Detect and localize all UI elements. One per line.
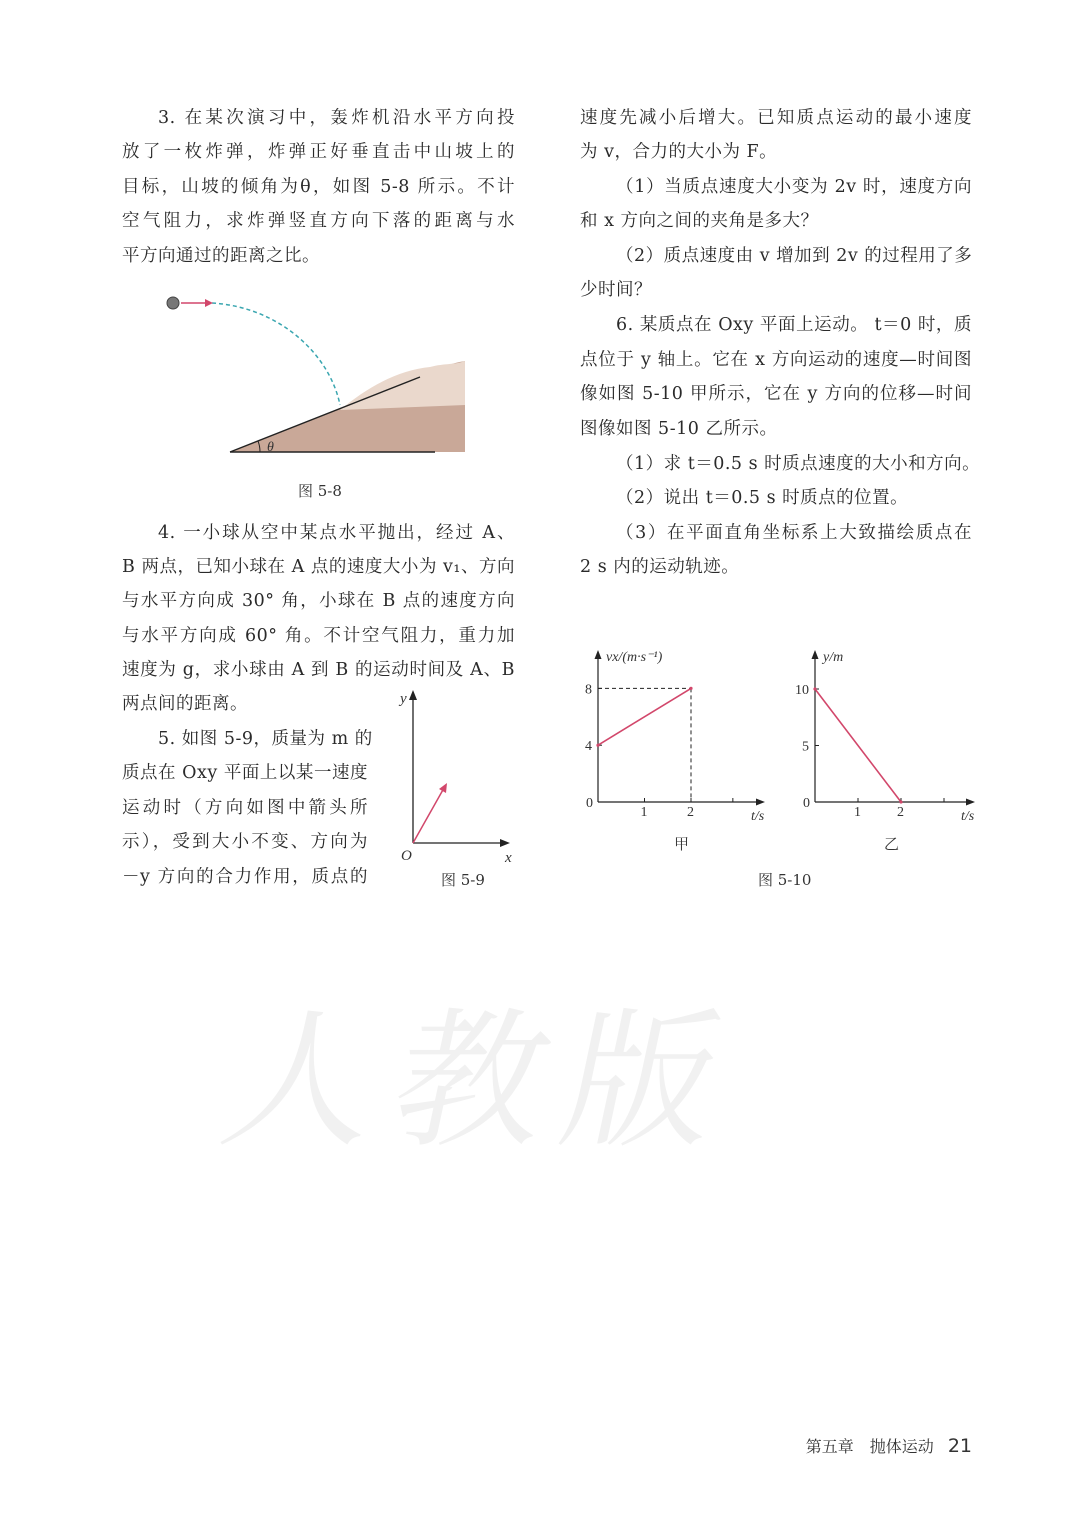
chart-jia [585, 650, 765, 853]
data-point [689, 687, 692, 690]
x-axis-arrowhead [756, 799, 765, 806]
figure-5-10-caption: 图 5-10 [758, 871, 812, 889]
x-axis-label: x [505, 850, 512, 866]
x-tick-label: 1 [640, 805, 648, 820]
data-point [899, 800, 902, 803]
chart-title: 乙 [884, 837, 900, 853]
x-axis-label: t/s [751, 809, 765, 824]
text-line: 放了一枚炸弹，炸弹正好垂直击中山坡上的 [122, 142, 515, 162]
text-line: 运动时（方向如图中箭头所 [122, 798, 368, 818]
text-line: 与水平方向成 60° 角。不计空气阻力，重力加 [122, 626, 515, 646]
text-line: 像如图 5-10 甲所示，它在 y 方向的位移—时间 [580, 384, 972, 404]
text-line: 点位于 y 轴上。它在 x 方向运动的速度—时间图 [580, 350, 972, 370]
x-axis-label: t/s [961, 809, 975, 824]
y-axis-arrowhead [595, 650, 602, 659]
text-line: 少时间？ [580, 280, 652, 300]
text-line: （2）说出 t＝0.5 s 时质点的位置。 [616, 488, 909, 508]
text-line: 4. 一小球从空中某点水平抛出，经过 A、 [158, 523, 515, 543]
page-number: 21 [947, 1435, 972, 1457]
figure-5-8-caption: 图 5-8 [298, 482, 342, 500]
text-line: 速度先减小后增大。已知质点运动的最小速度 [580, 108, 972, 128]
data-line [815, 689, 901, 802]
text-line: 与水平方向成 30° 角，小球在 B 点的速度方向 [122, 591, 515, 611]
text-line: 示），受到大小不变、方向为 [122, 832, 368, 852]
text-line: 平方向通过的距离之比。 [122, 246, 320, 266]
text-line: 为 v，合力的大小为 F。 [580, 142, 778, 162]
figure-5-9-caption: 图 5-9 [441, 871, 485, 889]
y-tick-label: 5 [802, 739, 809, 755]
x-tick-label: 2 [897, 805, 904, 820]
y-tick-label: 4 [585, 739, 592, 755]
y-axis-label: y [400, 691, 407, 707]
data-point [813, 687, 816, 690]
text-line: （1）求 t＝0.5 s 时质点速度的大小和方向。 [616, 454, 981, 474]
publisher-watermark: 人教版 [208, 995, 756, 1169]
text-line: （3）在平面直角坐标系上大致描绘质点在 [616, 523, 972, 543]
text-line: 6. 某质点在 Oxy 平面上运动。 t＝0 时，质 [616, 315, 972, 335]
text-line: B 两点，已知小球在 A 点的速度大小为 v₁、方向 [122, 557, 515, 577]
page-footer [806, 1434, 972, 1457]
text-line: 和 x 方向之间的夹角是多大？ [580, 211, 819, 231]
x-tick-label: 0 [803, 796, 810, 811]
text-line: 3. 在某次演习中，轰炸机沿水平方向投 [158, 108, 515, 128]
text-line: 质点在 Oxy 平面上以某一速度 [122, 763, 368, 783]
x-axis-arrowhead [966, 799, 975, 806]
y-tick-label: 8 [585, 682, 592, 698]
text-line: （1）当质点速度大小变为 2v 时，速度方向 [616, 177, 972, 197]
text-line: （2）质点速度由 v 增加到 2v 的过程用了多 [616, 246, 973, 266]
x-tick-label: 2 [687, 805, 694, 820]
origin-label: O [401, 848, 412, 864]
y-axis-label: vx/(m·s⁻¹) [606, 650, 663, 665]
data-point [596, 744, 599, 747]
y-tick-label: 10 [795, 683, 809, 698]
chart-yi [795, 650, 975, 853]
data-line [598, 688, 691, 745]
text-line: 目标，山坡的倾角为θ，如图 5-8 所示。不计 [122, 177, 515, 197]
chart-title: 甲 [674, 837, 690, 853]
text-line: －y 方向的合力作用，质点的 [122, 867, 368, 887]
text-line: 5. 如图 5-9，质量为 m 的 [158, 729, 373, 749]
angle-label: θ [267, 440, 274, 455]
text-line: 空气阻力，求炸弹竖直方向下落的距离与水 [122, 211, 515, 231]
text-line: 图像如图 5-10 乙所示。 [580, 419, 778, 439]
text-line: 两点间的距离。 [122, 694, 248, 714]
x-tick-label: 1 [854, 805, 861, 820]
text-line: 速度为 g，求小球由 A 到 B 的运动时间及 A、B [122, 660, 515, 680]
y-axis-arrowhead [812, 650, 819, 659]
x-tick-label: 0 [586, 796, 593, 811]
y-axis-label: y/m [823, 650, 844, 665]
text-line: 2 s 内的运动轨迹。 [580, 557, 740, 577]
chapter-title: 第五章 抛体运动 [805, 1437, 934, 1456]
